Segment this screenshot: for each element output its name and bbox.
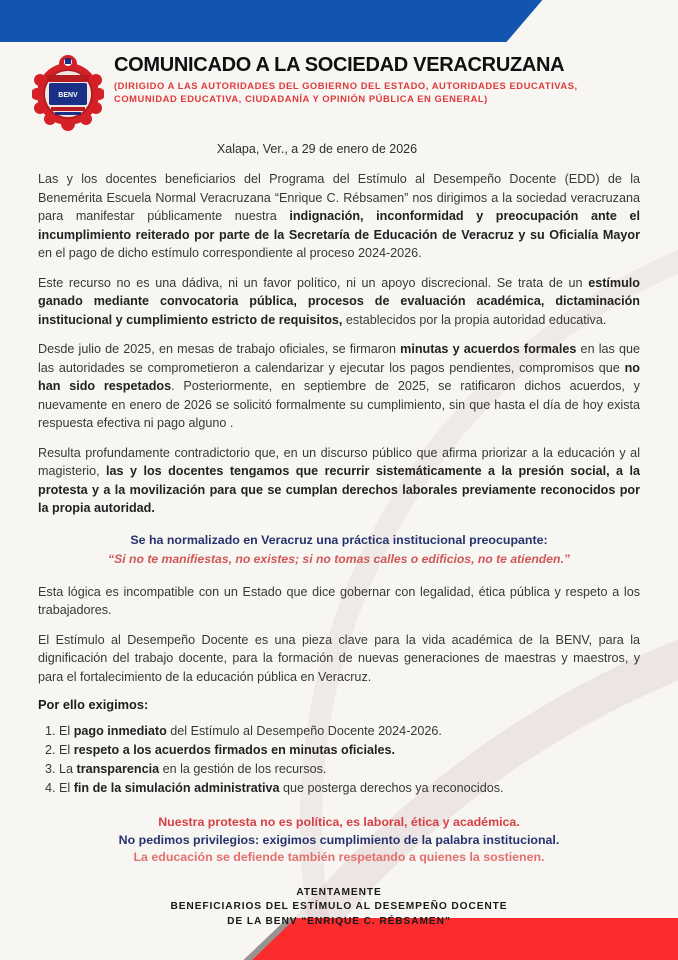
demand-item: 1. El pago inmediato del Estímulo al Desempeño Docente 2024-2026. [45,724,442,738]
demands-list [38,722,640,798]
header-subtitle: (DIRIGIDO A LAS AUTORIDADES DEL GOBIERNO DEL ESTADO, AUTORIDADES EDUCATIVAS, COMUNIDAD EDUCATIVA, CIUDADANÍA Y OPINIÓN PÚBLICA EN GENERAL) [114,80,578,104]
body-paragraph: Desde julio de 2025, en mesas de trabajo oficiales, se firmaron minutas y acuerdos formales en las que las autoridades se comprometieron a calendarizar y ejecutar los pagos pendientes, compromisos que no han sido respetados. Posteriormente, en septiembre de 2025, se ratificaron dichos acuerdos, y nuevamente en enero de 2026 se solicitó formalmente su cumplimiento, sin que hasta el día de hoy exista respuesta efectiva ni pago alguno . [38,342,640,430]
paragraphs-before-quote [38,170,640,518]
demand-item: 4. El fin de la simulación administrativa que posterga derechos ya reconocidos. [45,781,504,795]
body-paragraph: Este recurso no es una dádiva, ni un favor político, ni un apoyo discrecional. Se trata de un estímulo ganado mediante convocatoria pública, procesos de evaluación académica, dictaminación institucional y cumplimiento estricto de requisitos, establecidos por la propia autoridad educativa. [38,275,640,327]
body-paragraph: Esta lógica es incompatible con un Estado que dice gobernar con legalidad, ética pública y respeto a los trabajadores. [38,584,640,617]
dateline: Xalapa, Ver., a 29 de enero de 2026 [216,142,418,156]
page-title: COMUNICADO A LA SOCIEDAD VERACRUZANA [114,54,565,76]
signature-line: ATENTAMENTE [296,886,382,898]
quote-heading: Se ha normalizado en Veracruz una práctica institucional preocupante: [130,532,548,547]
slogan-block [38,814,640,867]
slogan-line: Nuestra protesta no es política, es laboral, ética y académica. [158,815,520,829]
body-paragraph: El Estímulo al Desempeño Docente es una pieza clave para la vida académica de la BENV, para la dignificación del trabajo docente, para la formación de nuevas generaciones de maestras y maestros, y para el fortalecimiento de la educación pública en Veracruz. [38,632,640,684]
demand-item: 3. La transparencia en la gestión de los recursos. [45,762,327,776]
benv-crest-logo [32,50,104,132]
signature-line: BENEFICIARIOS DEL ESTÍMULO AL DESEMPEÑO DOCENTE [170,901,508,912]
slogan-line: La educación se defiende también respetando a quienes la sostienen. [133,850,545,864]
demands-intro: Por ello exigimos: [38,697,149,712]
slogan-line: No pedimos privilegios: exigimos cumplimiento de la palabra institucional. [118,832,560,847]
signature-line: DE LA BENV “ENRIQUE C. RÉBSAMEN” [227,915,451,927]
header [0,0,678,132]
body-paragraph: Resulta profundamente contradictorio que, en un discurso público que afirma priorizar a la educación y al magisterio, las y los docentes tengamos que recurrir sistemáticamente a la presión social, a la protesta y a la movilización para que se cumplan derechos laborales previamente reconocidos por la propia autoridad. [38,445,640,515]
quote-block [38,532,640,568]
paragraphs-after-quote [38,583,640,687]
body-content [0,156,678,929]
body-paragraph: Las y los docentes beneficiarios del Programa del Estímulo al Desempeño Docente (EDD) de la Benemérita Escuela Normal Veracruzana “Enrique C. Rébsamen” nos dirigimos a la sociedad veracruzana para manifestar públicamente nuestra indignación, inconformidad y preocupación ante el incumplimiento reiterado por parte de la Secretaría de Educación de Veracruz y su Oficialía Mayor en el pago de dicho estímulo correspondiente al proceso 2024-2026. [38,172,640,260]
signature-block [38,886,640,930]
header-text [114,48,594,105]
logo-monogram: BENV [58,92,78,99]
quote-text: “Si no te manifiestas, no existes; si no tomas calles o edificios, no te atienden.” [108,551,570,566]
demand-item: 2. El respeto a los acuerdos firmados en minutas oficiales. [45,743,395,757]
